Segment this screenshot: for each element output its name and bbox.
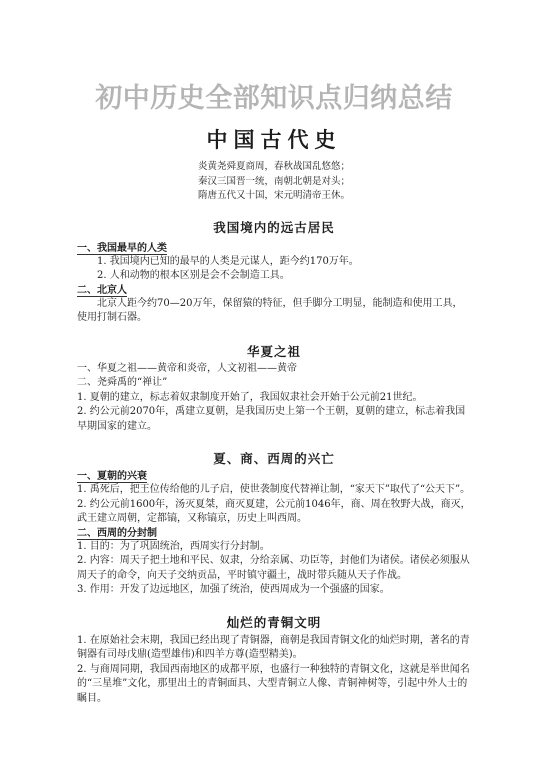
section-heading: 一、夏朝的兴衰 (77, 471, 147, 482)
note-item: 2. 与商周同期，我国西南地区的成都平原，也盛行一种独特的青铜文化，这就是举世闻名的“三星堆”文化，那里出土的青铜面具、大型青铜立人像、青铜神树等，引起中外人士的瞩目。 (77, 663, 470, 704)
note-item: 3. 作用：开发了边远地区，加强了统治，使西周成为一个强盛的国家。 (77, 584, 390, 595)
note-item: 1. 目的：为了巩固统治，西周实行分封制。 (77, 540, 270, 552)
poem-line: 隋唐五代又十国，宋元明清帝王休。 (197, 190, 350, 201)
sub-title: 中国古代史 (206, 127, 342, 152)
note-item: 2. 内容：周天子把土地和平民、奴隶，分给亲属、功臣等，封他们为诸侯。诸侯必须服从周天子的命令，向天子交纳贡品，平时镇守疆土，战时带兵随从天子作战。 (77, 555, 470, 581)
section-title: 夏、商、西周的兴亡 (213, 451, 335, 466)
note-item: 2. 约公元前2070年，禹建立夏朝，是我国历史上第一个王朝，夏朝的建立，标志着我国早期国家的建立。 (77, 406, 466, 432)
section-heading: 一、我国最早的人类 (77, 242, 167, 254)
note-item: 1. 夏朝的建立，标志着奴隶制度开始了，我国奴隶社会开始于公元前21世纪。 (77, 391, 423, 403)
note-item: 1. 禹死后，把王位传给他的儿子启，使世袭制度代替禅让制，“家天下”取代了“公天下”。 (77, 484, 471, 495)
poem-line: 炎黄尧舜夏商周，春秋战国乱悠悠； (197, 161, 350, 172)
section-title: 华夏之祖 (246, 343, 301, 359)
note-item: 2. 人和动物的根本区别是会不会制造工具。 (97, 270, 290, 281)
handwritten-notes (0, 124, 548, 706)
note-item: 2. 约公元前1600年，汤灭夏桀，商灭夏建，公元前1046年，商、周在牧野大战，商灭，武王建立周朝，定都镐，又称镐京，历史上叫西周。 (77, 498, 471, 524)
main-title: 初中历史全部知识点归纳总结 (95, 83, 453, 114)
section-title: 我国境内的远古居民 (213, 219, 335, 235)
note-item: 二、尧舜禹的“禅让” (77, 377, 168, 388)
note-item: 1. 我国境内已知的最早的人类是元谋人，距今约170万年。 (97, 255, 359, 267)
note-paragraph: 北京人距今约70—20万年，保留猿的特征，但手脚分工明显，能制造和使用工具，使用打制石器。 (77, 297, 463, 323)
note-item: 一、华夏之祖——黄帝和炎帝，人文初祖——黄帝 (77, 362, 297, 374)
note-item: 1. 在原始社会末期，我国已经出现了青铜器，商朝是我国青铜文化的灿烂时期，著名的青铜器有司母戊鼎(造型雄伟)和四羊方尊(造型精美)。 (77, 634, 470, 660)
section-heading: 二、北京人 (77, 284, 127, 296)
poem-line: 秦汉三国晋一统，南朝北朝是对头； (197, 175, 350, 187)
section-heading: 二、西周的分封制 (77, 527, 157, 539)
section-title: 灿烂的青铜文明 (226, 614, 322, 630)
